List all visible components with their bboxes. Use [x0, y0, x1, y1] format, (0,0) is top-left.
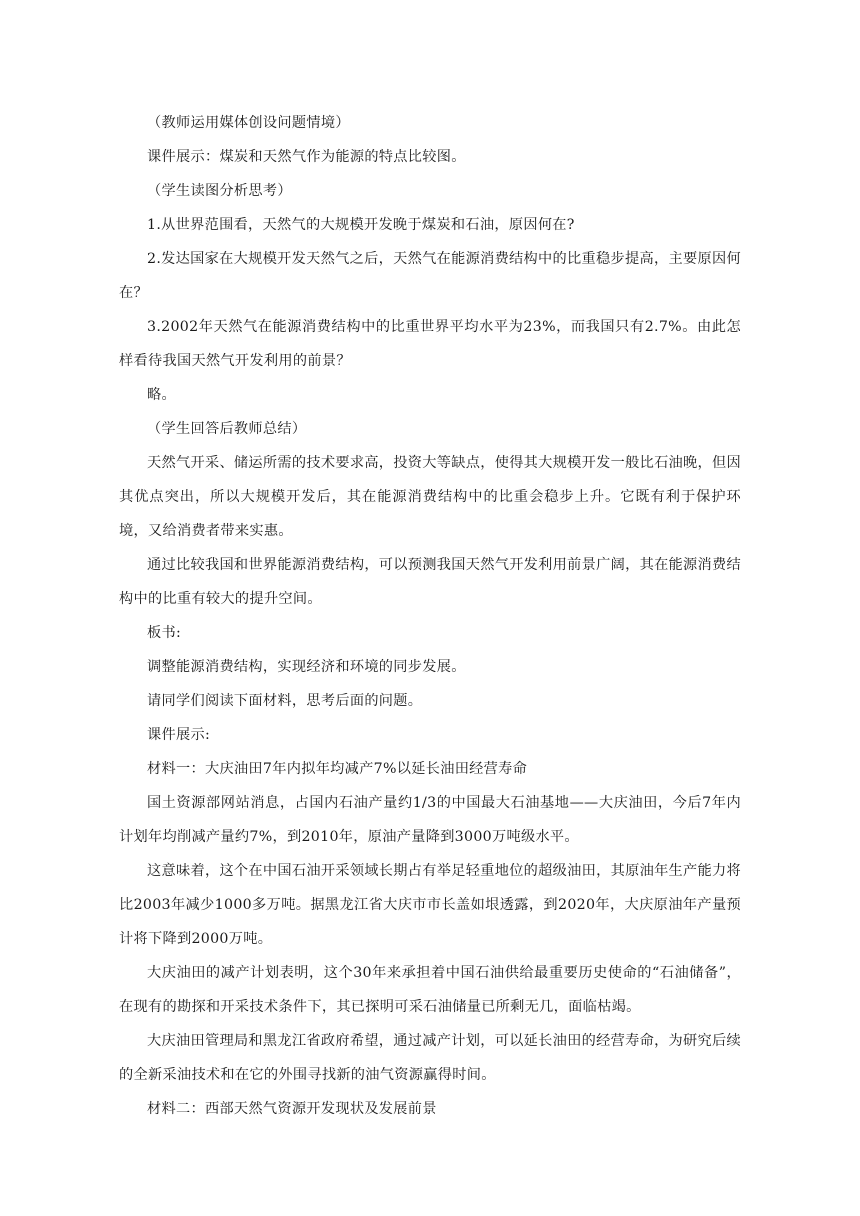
document-page: [119, 106, 741, 1126]
paragraph-board-content: 调整能源消费结构，实现经济和环境的同步发展。: [147, 659, 466, 675]
paragraph-summary-note: （学生回答后教师总结）: [147, 421, 307, 437]
material-1-para-2: 这意味着，这个在中国石油开采领域长期占有举足轻重地位的超级油田，其原油年生产能力将比2003年减少1000多万吨。据黑龙江省大庆市市长盖如垠透露，到2020年，大庆原油年产量预计将下降到2000万吨。: [119, 863, 741, 947]
question-1: 1.从世界范围看，天然气的大规模开发晚于煤炭和石油，原因何在?: [147, 217, 575, 233]
paragraph-board-label: 板书:: [147, 625, 182, 641]
paragraph-student-note: （学生读图分析思考）: [147, 183, 292, 199]
material-1-title: 材料一：大庆油田7年内拟年均减产7%以延长油田经营寿命: [147, 761, 528, 777]
question-3: 3.2002年天然气在能源消费结构中的比重世界平均水平为23%，而我国只有2.7%。由此怎样看待我国天然气开发利用的前景？: [119, 319, 741, 369]
paragraph-stage-note: （教师运用媒体创设问题情境）: [147, 115, 350, 131]
paragraph-omitted: 略。: [147, 387, 176, 403]
question-2: 2.发达国家在大规模开发天然气之后，天然气在能源消费结构中的比重稳步提高，主要原因何在？: [119, 251, 741, 301]
paragraph-summary: 天然气开采、储运所需的技术要求高，投资大等缺点，使得其大规模开发一般比石油晚，但因其优点突出，所以大规模开发后，其在能源消费结构中的比重会稳步上升。它既有利于保护环境，又给消费者带来实惠。: [119, 455, 741, 539]
paragraph-comparison: 通过比较我国和世界能源消费结构，可以预测我国天然气开发利用前景广阔，其在能源消费结构中的比重有较大的提升空间。: [119, 557, 741, 607]
paragraph-courseware-2: 课件展示:: [147, 727, 211, 743]
material-1-para-4: 大庆油田管理局和黑龙江省政府希望，通过减产计划，可以延长油田的经营寿命，为研究后续的全新采油技术和在它的外围寻找新的油气资源赢得时间。: [119, 1033, 741, 1083]
material-2-title: 材料二：西部天然气资源开发现状及发展前景: [147, 1101, 437, 1117]
material-1-para-1: 国土资源部网站消息，占国内石油产量约1/3的中国最大石油基地——大庆油田，今后7年内计划年均削减产量约7%，到2010年，原油产量降到3000万吨级水平。: [119, 795, 741, 845]
paragraph-reading-prompt: 请同学们阅读下面材料，思考后面的问题。: [147, 693, 423, 709]
paragraph-courseware-1: 课件展示：煤炭和天然气作为能源的特点比较图。: [147, 149, 466, 165]
material-1-para-3: 大庆油田的减产计划表明，这个30年来承担着中国石油供给最重要历史使命的“石油储备”，在现有的勘探和开采技术条件下，其已探明可采石油储量已所剩无几，面临枯竭。: [119, 965, 741, 1015]
